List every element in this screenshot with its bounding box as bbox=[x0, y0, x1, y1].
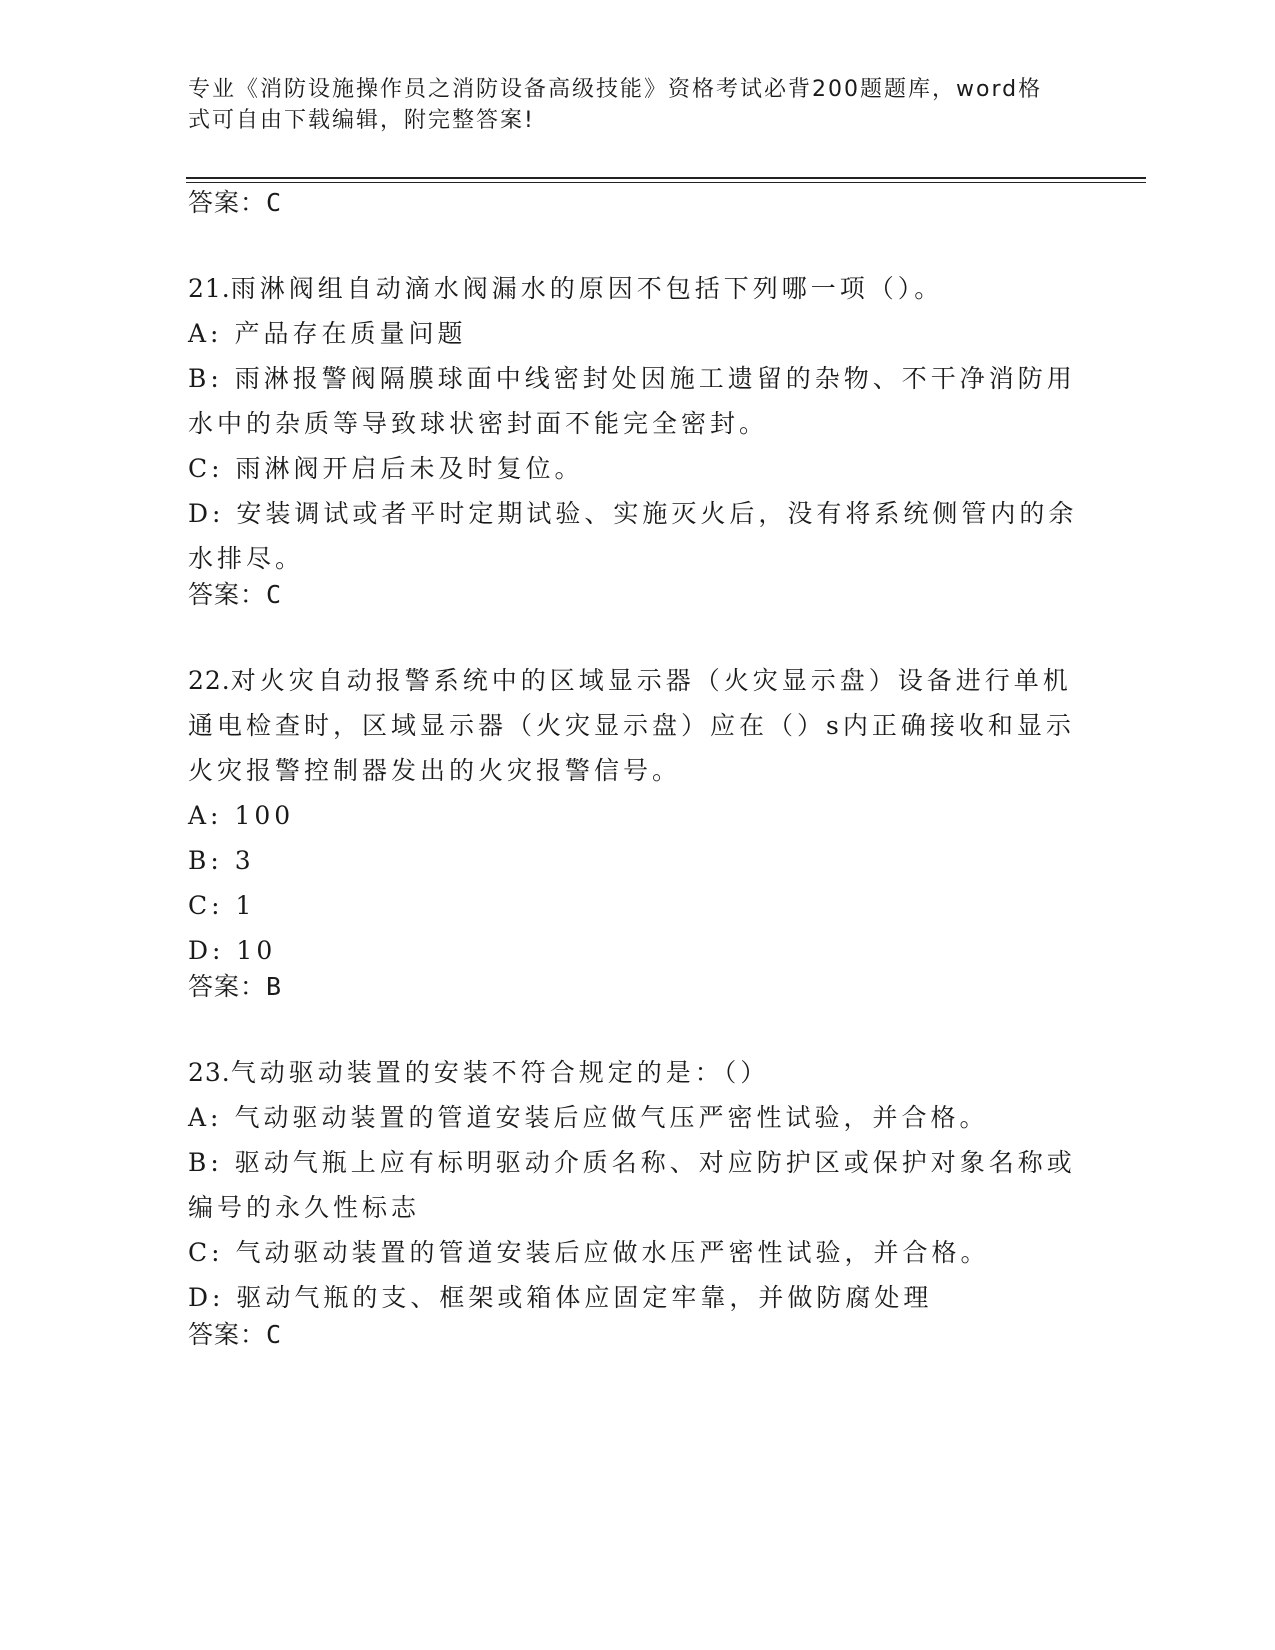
answer-23 bbox=[188, 1318, 282, 1352]
question-stem-continued: 通电检查时，区域显示器（火灾显示盘）应在（）s内正确接收和显示 bbox=[188, 711, 1075, 740]
question-stem: 21.雨淋阀组自动滴水阀漏水的原因不包括下列哪一项（）。 bbox=[188, 274, 944, 303]
option-c: C: 气动驱动装置的管道安装后应做水压严密性试验，并合格。 bbox=[188, 1238, 990, 1267]
option-b: B: 3 bbox=[188, 846, 255, 875]
answer-label: 答案： bbox=[188, 972, 267, 1001]
answer-21 bbox=[188, 578, 282, 612]
answer-value: C bbox=[266, 580, 283, 609]
question-23 bbox=[188, 1050, 1088, 1320]
option-a: A: 产品存在质量问题 bbox=[188, 319, 467, 348]
answer-label: 答案： bbox=[188, 1320, 267, 1349]
question-stem-continued: 火灾报警控制器发出的火灾报警信号。 bbox=[188, 756, 682, 785]
option-d: D: 安装调试或者平时定期试验、实施灭火后，没有将系统侧管内的余 bbox=[188, 499, 1078, 528]
header-line-1: 专业《消防设施操作员之消防设备高级技能》资格考试必背200题题库，word格 bbox=[188, 77, 1043, 102]
option-b-continued: 编号的永久性标志 bbox=[188, 1193, 421, 1222]
answer-label: 答案： bbox=[188, 188, 267, 217]
question-number: 21. bbox=[188, 274, 231, 303]
question-22 bbox=[188, 658, 1088, 973]
option-b: B: 驱动气瓶上应有标明驱动介质名称、对应防护区或保护对象名称或 bbox=[188, 1148, 1076, 1177]
header-divider-thick bbox=[186, 177, 1146, 179]
option-d-continued: 水排尽。 bbox=[188, 544, 305, 573]
answer-22 bbox=[188, 970, 282, 1004]
answer-value: B bbox=[266, 972, 283, 1001]
question-number: 22. bbox=[188, 666, 231, 695]
answer-label: 答案： bbox=[188, 580, 267, 609]
question-21 bbox=[188, 266, 1088, 581]
option-a: A: 100 bbox=[188, 801, 295, 830]
question-stem: 23.气动驱动装置的安装不符合规定的是：（） bbox=[188, 1058, 770, 1087]
answer-value: C bbox=[266, 188, 283, 217]
option-c: C: 1 bbox=[188, 891, 256, 920]
document-header bbox=[188, 74, 1088, 136]
option-d: D: 驱动气瓶的支、框架或箱体应固定牢靠，并做防腐处理 bbox=[188, 1283, 933, 1312]
option-c: C: 雨淋阀开启后未及时复位。 bbox=[188, 454, 584, 483]
previous-answer bbox=[188, 186, 282, 220]
option-b: B: 雨淋报警阀隔膜球面中线密封处因施工遗留的杂物、不干净消防用 bbox=[188, 364, 1076, 393]
question-stem: 22.对火灾自动报警系统中的区域显示器（火灾显示盘）设备进行单机 bbox=[188, 666, 1072, 695]
header-divider-thin bbox=[186, 182, 1146, 183]
option-d: D: 10 bbox=[188, 936, 277, 965]
answer-value: C bbox=[266, 1320, 283, 1349]
option-a: A: 气动驱动装置的管道安装后应做气压严密性试验，并合格。 bbox=[188, 1103, 989, 1132]
option-b-continued: 水中的杂质等导致球状密封面不能完全密封。 bbox=[188, 409, 769, 438]
header-line-2: 式可自由下载编辑，附完整答案! bbox=[188, 108, 535, 133]
question-number: 23. bbox=[188, 1058, 231, 1087]
